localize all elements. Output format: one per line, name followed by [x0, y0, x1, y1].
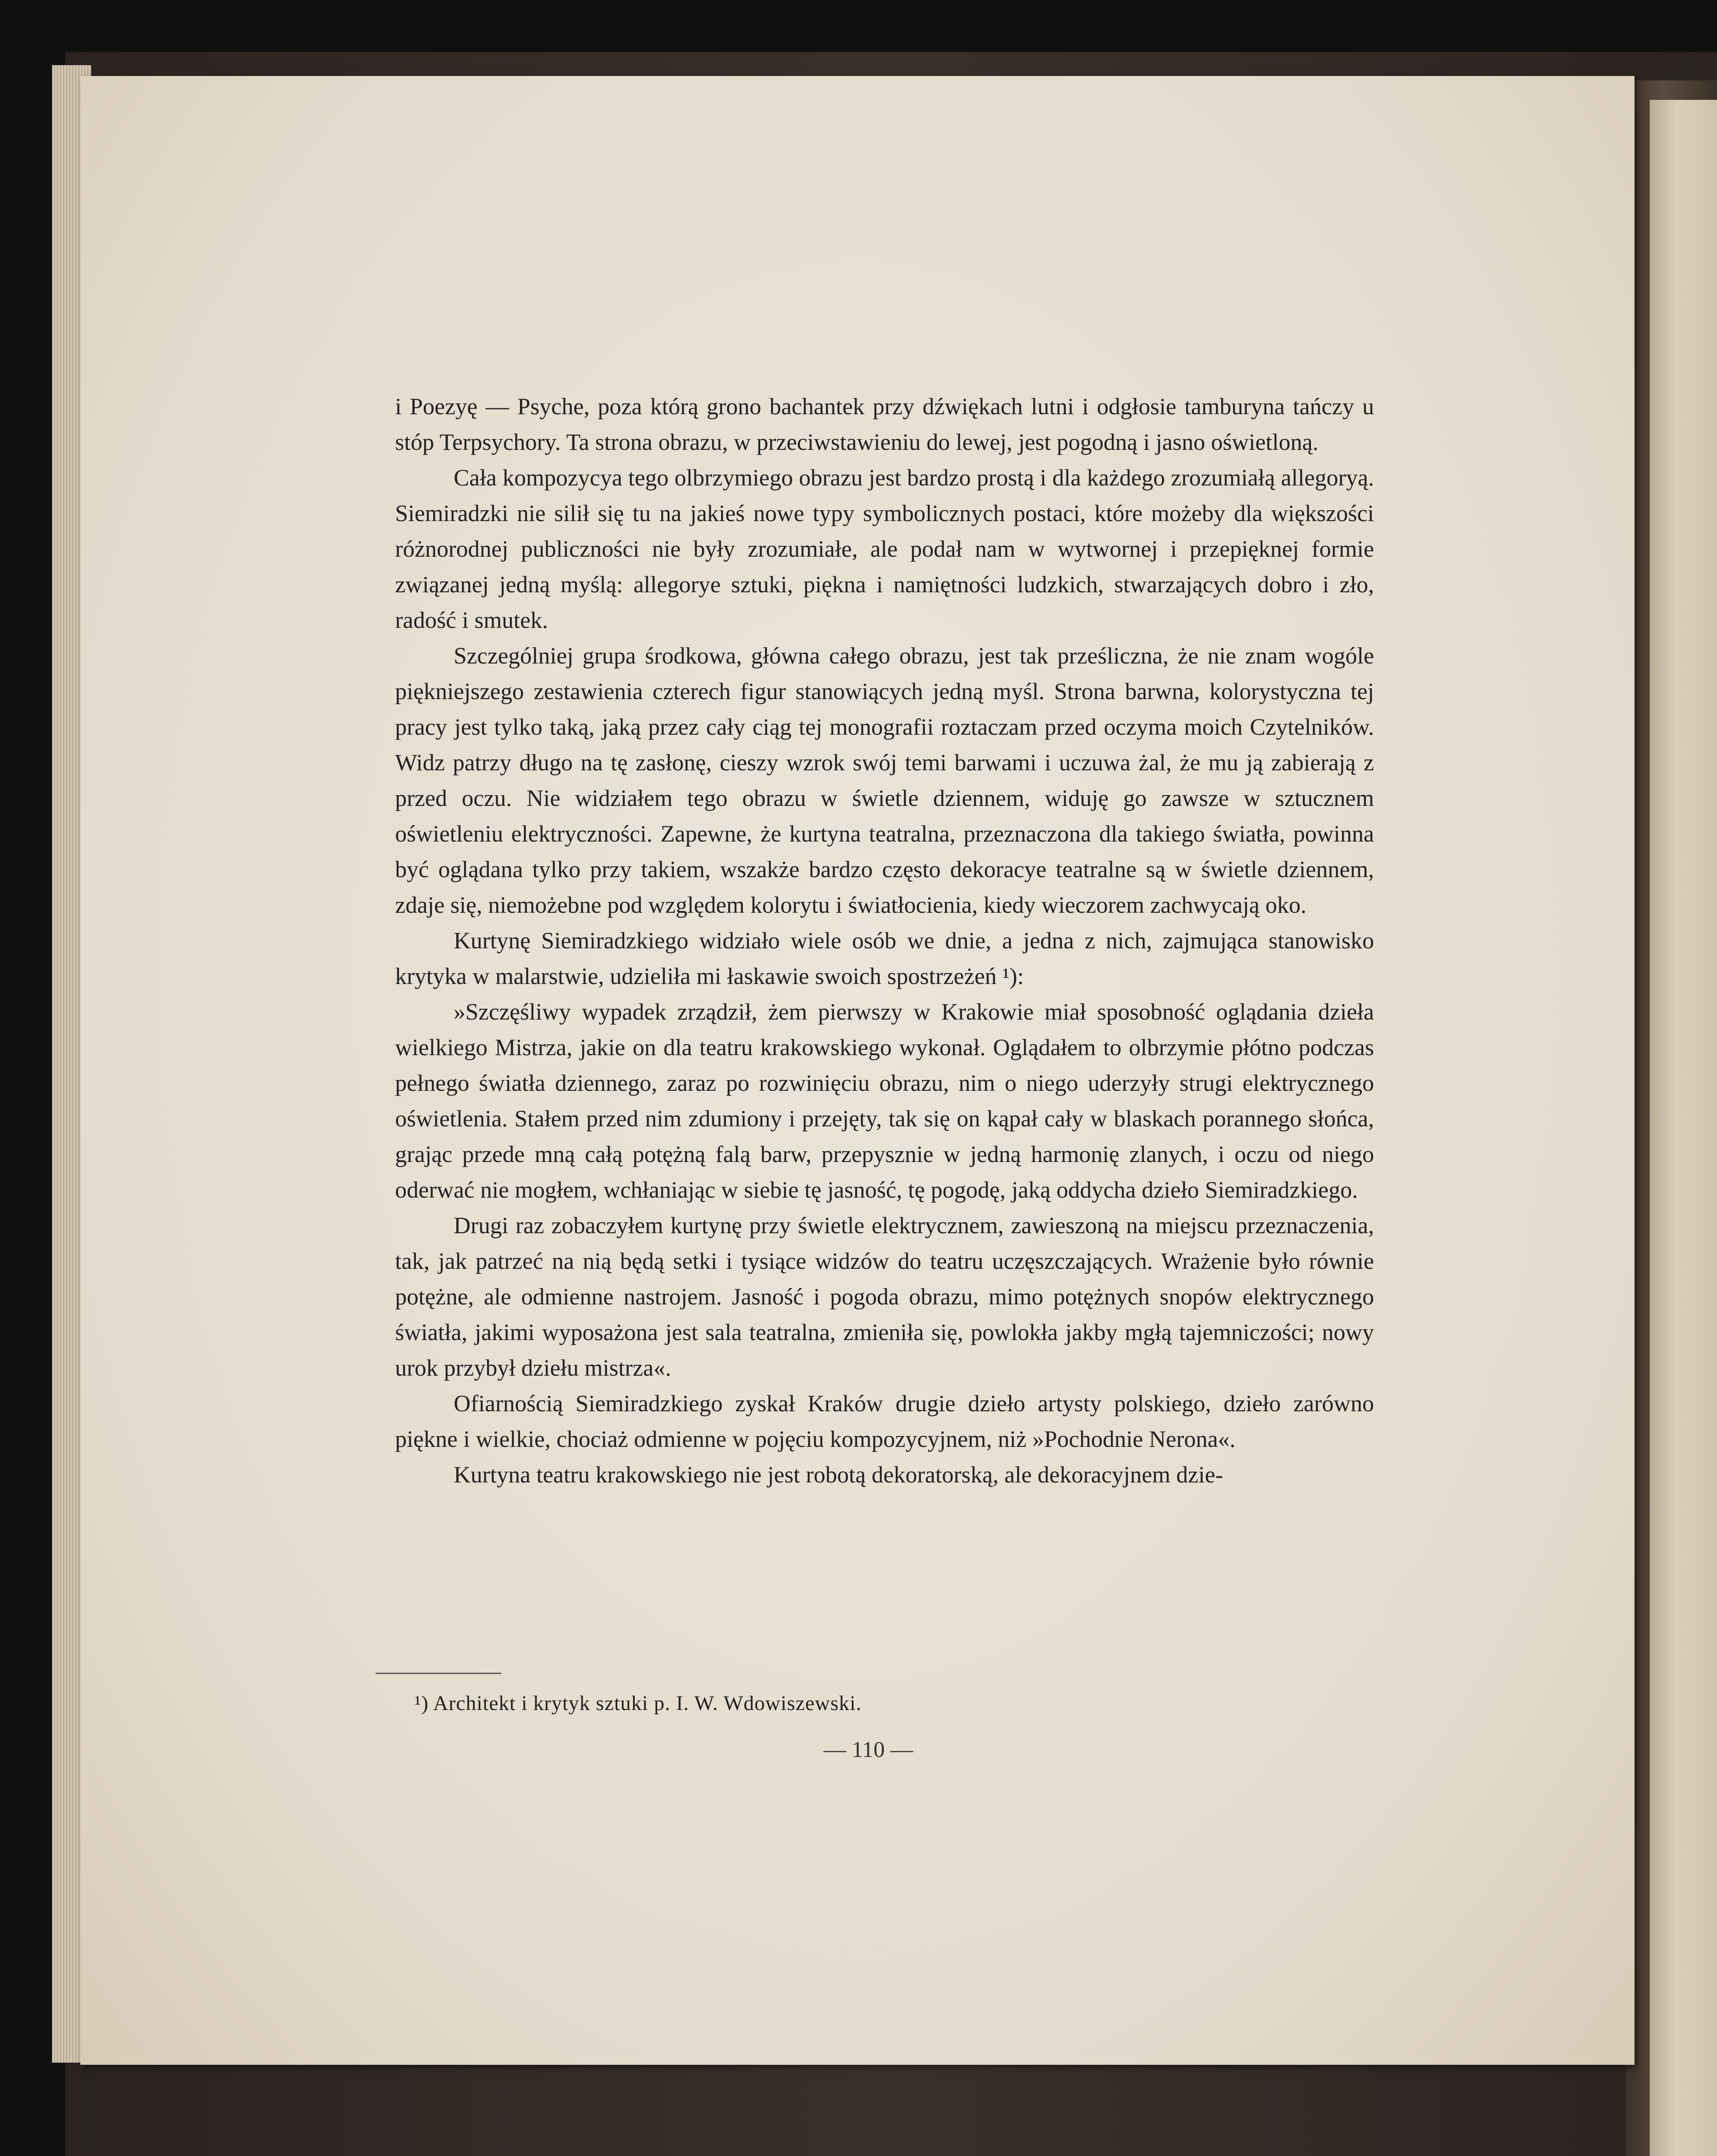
footnote-marker: ¹): [415, 1692, 429, 1715]
footnote-divider: [376, 1673, 501, 1674]
body-text: [395, 389, 1374, 1492]
paragraph: Kurtyna teatru krakowskiego nie jest robotą dekoratorską, ale dekoracyjnem dzie-: [454, 1462, 1223, 1488]
paragraph: i Poezyę — Psyche, poza którą grono bachantek przy dźwiękach lutni i odgłosie tamburyna tańczy u stóp Terpsychory. Ta strona obrazu, w przeciwstawieniu do lewej, jest pogodną i jasno oświetloną.: [395, 393, 1374, 455]
paragraph: »Szczęśliwy wypadek zrządził, żem pierwszy w Krakowie miał sposobność oglądania dzieła wielkiego Mistrza, jakie on dla teatru krakowskiego wykonał. Oglądałem to olbrzymie płótno podczas pełnego światła dziennego, zaraz po rozwinięciu obrazu, nim o niego uderzyły strugi elektrycznego oświetlenia. Stałem przed nim zdumiony i przejęty, tak się on kąpał cały w blaskach porannego słońca, grając przede mną całą potężną falą barw, przepysznie w jedną harmonię zlanych, i oczu od niego oderwać nie mogłem, wchłaniając w siebie tę jasność, tę pogodę, jaką oddycha dzieło Siemiradzkiego.: [395, 999, 1374, 1203]
paragraph: Szczególniej grupa środkowa, główna całego obrazu, jest tak prześliczna, że nie znam wogóle piękniejszego zestawienia czterech figur stanowiących jedną myśl. Strona barwna, kolorystyczna tej pracy jest tylko taką, jaką przez cały ciąg tej monografii roztaczam przed oczyma moich Czytelników. Widz patrzy długo na tę zasłonę, cieszy wzrok swój temi barwami i uczuwa żal, że mu ją zabierają z przed oczu. Nie widziałem tego obrazu w świetle dziennem, widuję go zawsze w sztucznem oświetleniu elektryczności. Zapewne, że kurtyna teatralna, przeznaczona dla takiego światła, powinna być oglądana tylko przy takiem, wszakże bardzo często dekoracye teatralne są w świetle dziennem, zdaje się, niemożebne pod względem kolorytu i światłocienia, kiedy wieczorem zachwycają oko.: [395, 643, 1374, 918]
footnote: [415, 1691, 862, 1715]
paragraph: Kurtynę Siemiradzkiego widziało wiele osób we dnie, a jedna z nich, zajmująca stanowisko krytyka w malarstwie, udzieliła mi łaskawie swoich spostrzeżeń ¹):: [395, 928, 1374, 989]
page-number: — 110 —: [823, 1737, 913, 1762]
paragraph: Drugi raz zobaczyłem kurtynę przy świetle elektrycznem, zawieszoną na miejscu przeznaczenia, tak, jak patrzeć na nią będą setki i tysiące widzów do teatru uczęszczających. Wrażenie było równie potężne, ale odmienne nastrojem. Jasność i pogoda obrazu, mimo potężnych snopów elektrycznego światła, jakimi wyposażona jest sala teatralna, zmieniła się, powlokła jakby mgłą tajemniczości; nowy urok przybył dziełu mistrza«.: [395, 1212, 1374, 1381]
paragraph: Ofiarnością Siemiradzkiego zyskał Kraków drugie dzieło artysty polskiego, dzieło zarówno piękne i wielkie, chociaż odmienne w pojęciu kompozycyjnem, niż »Pochodnie Nerona«.: [395, 1390, 1374, 1452]
facing-page-edge: [1650, 100, 1717, 2156]
footnote-text: Architekt i krytyk sztuki p. I. W. Wdowiszewski.: [433, 1692, 862, 1715]
paragraph: Cała kompozycya tego olbrzymiego obrazu jest bardzo prostą i dla każdego zrozumiałą allegoryą. Siemiradzki nie silił się tu na jakieś nowe typy symbolicznych postaci, które możeby dla większości różnorodnej publiczności nie były zrozumiałe, ale podał nam w wytwornej i przepięknej formie związanej jedną myślą: allegorye sztuki, piękna i namiętności ludzkich, stwarzających dobro i zło, radość i smutek.: [395, 465, 1374, 633]
